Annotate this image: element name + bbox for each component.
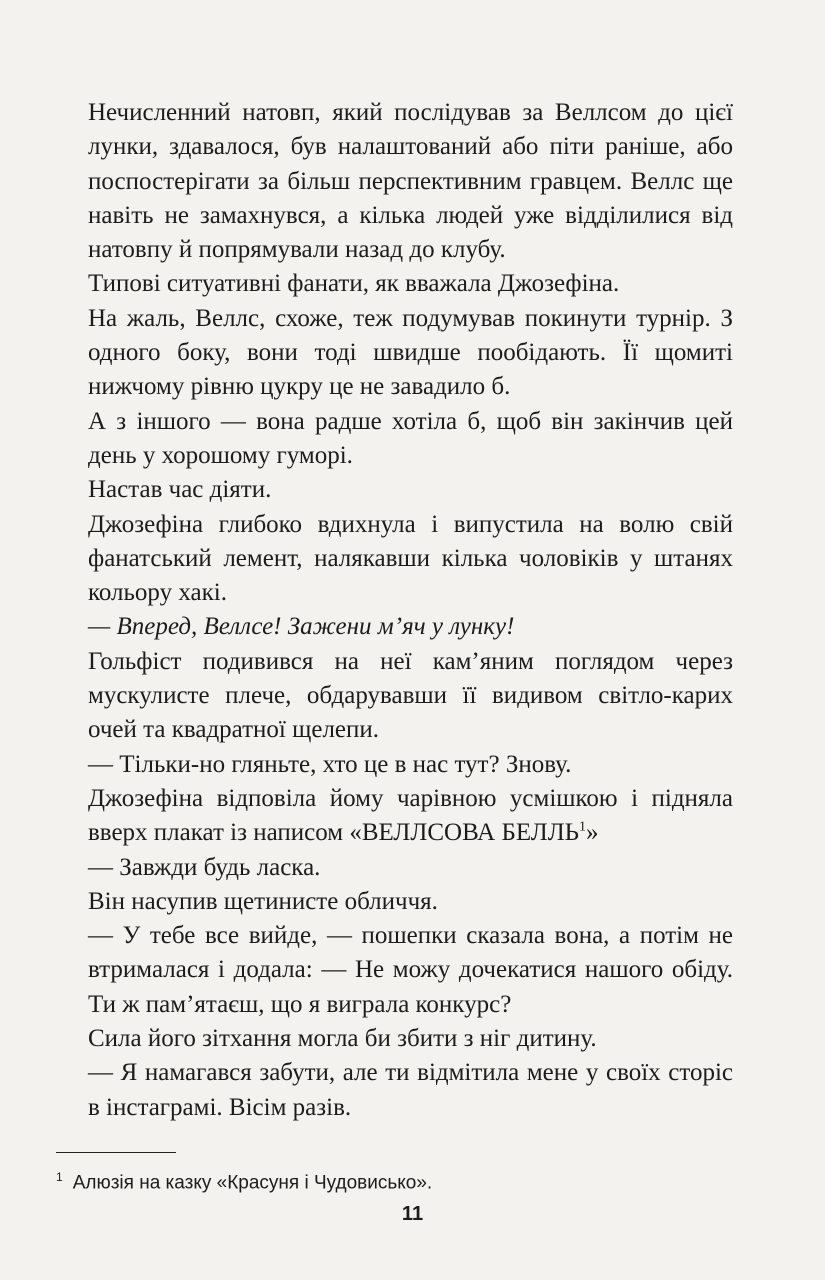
paragraph: Настав час діяти.: [88, 476, 272, 504]
body-text: [88, 96, 733, 1125]
paragraph: Сила його зітхання могла би збити з ніг дитину.: [88, 1025, 597, 1053]
paragraph: — У тебе все вийде, — пошепки сказала вона, а потім не втрималася і додала: — Не можу дочекатися нашого обіду. Ти ж пам’ятаєш, що я виграла конкурс?: [88, 922, 733, 1018]
footnote-divider: [56, 1152, 176, 1153]
paragraph: А з іншого — вона радше хотіла б, щоб він закінчив цей день у хорошому гуморі.: [88, 407, 733, 469]
paragraph: Він насупив щетинисте обличчя.: [88, 887, 438, 915]
italic-dialogue: — Вперед, Веллсе! Зажени м’яч у лунку!: [88, 613, 515, 641]
paragraph: Нечисленний натовп, який послідував за Веллсом до цієї лунки, здавалося, був налаштований або піти раніше, або поспостерігати за більш перспективним гравцем. Веллс ще навіть не замахнувся, а кілька людей уже відділилися від натовпу й попрямували назад до клубу.: [88, 99, 733, 264]
footnote: [56, 1165, 756, 1195]
paragraph-text-end: »: [586, 819, 599, 847]
footnote-number: 1: [56, 1170, 63, 1184]
paragraph: Гольфіст подивився на неї кам’яним поглядом через мускулисте плече, обдарувавши її видивом світло-карих очей та квадратної щелепи.: [88, 647, 733, 744]
footnote-text: Алюзія на казку «Красуня і Чудовисько».: [72, 1172, 433, 1194]
paragraph: — Я намагався забути, але ти відмітила мене у своїх сторіс в інстаграмі. Вісім разів.: [88, 1059, 733, 1121]
paragraph: — Тільки-но гляньте, хто це в нас тут? Знову.: [88, 750, 572, 778]
paragraph-italic: [88, 610, 733, 644]
paragraph-text: Джозефіна відповіла йому чарівною усмішкою і підняла вверх плакат із написом «ВЕЛЛСОВА БЕЛЛЬ: [88, 784, 733, 847]
paragraph: Джозефіна глибоко вдихнула і випустила на волю свій фанатський лемент, налякавши кілька чоловіків у штанях кольору хакі.: [88, 510, 733, 607]
page-number: 11: [401, 1203, 424, 1225]
footnote-marker: 1: [579, 819, 587, 835]
paragraph: На жаль, Веллс, схоже, теж подумував покинути турнір. З одного боку, вони тоді швидше пообідають. Її щомиті нижчому рівню цукру це не завадило б.: [88, 304, 733, 401]
paragraph-with-footnote: [88, 782, 733, 851]
paragraph: Типові ситуативні фанати, як вважала Джозефіна.: [88, 270, 620, 298]
paragraph: — Завжди будь ласка.: [88, 853, 321, 881]
